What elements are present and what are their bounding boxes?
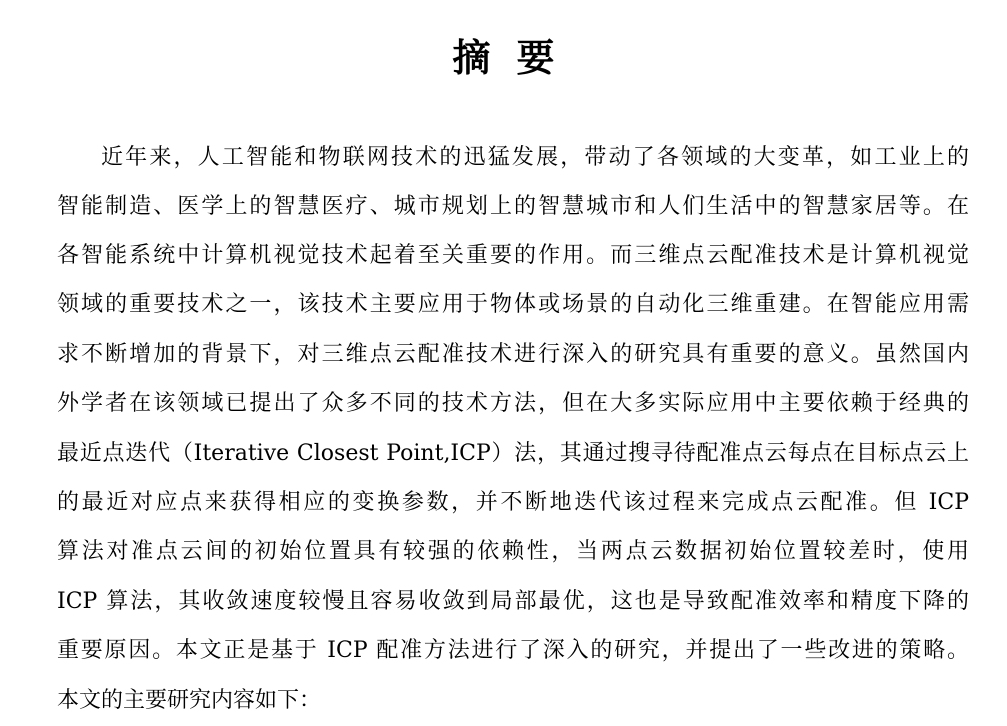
paragraph-line: ICP 算法，其收敛速度较慢且容易收敛到局部最优，这也是导致配准效率和精度下降的 (57, 589, 969, 614)
paragraph-line: 领域的重要技术之一，该技术主要应用于物体或场景的自动化三维重建。在智能应用需 (57, 292, 969, 317)
paragraph-line: 求不断增加的背景下，对三维点云配准技术进行深入的研究具有重要的意义。虽然国内 (57, 342, 969, 367)
paragraph-line: 算法对准点云间的初始位置具有较强的依赖性，当两点云数据初始位置较差时，使用 (57, 539, 969, 564)
paragraph-line: 外学者在该领域已提出了众多不同的技术方法，但在大多实际应用中主要依赖于经典的 (57, 391, 969, 416)
paragraph-line: 重要原因。本文正是基于 ICP 配准方法进行了深入的研究，并提出了一些改进的策略。 (57, 638, 969, 663)
paragraph-line: 近年来，人工智能和物联网技术的迅猛发展，带动了各领域的大变革，如工业上的 (101, 145, 969, 170)
paragraph-line: 智能制造、医学上的智慧医疗、城市规划上的智慧城市和人们生活中的智慧家居等。在 (57, 194, 969, 219)
page-title: 摘要 (452, 35, 581, 80)
paragraph-line: 最近点迭代（Iterative Closest Point,ICP）法，其通过搜寻待配准点云每点在目标点云上 (57, 441, 969, 466)
paragraph-line: 本文的主要研究内容如下： (57, 688, 322, 713)
paragraph-line: 各智能系统中计算机视觉技术起着至关重要的作用。而三维点云配准技术是计算机视觉 (57, 243, 969, 268)
paragraph-line: 的最近对应点来获得相应的变换参数，并不断地迭代该过程来完成点云配准。但 ICP (57, 490, 969, 515)
